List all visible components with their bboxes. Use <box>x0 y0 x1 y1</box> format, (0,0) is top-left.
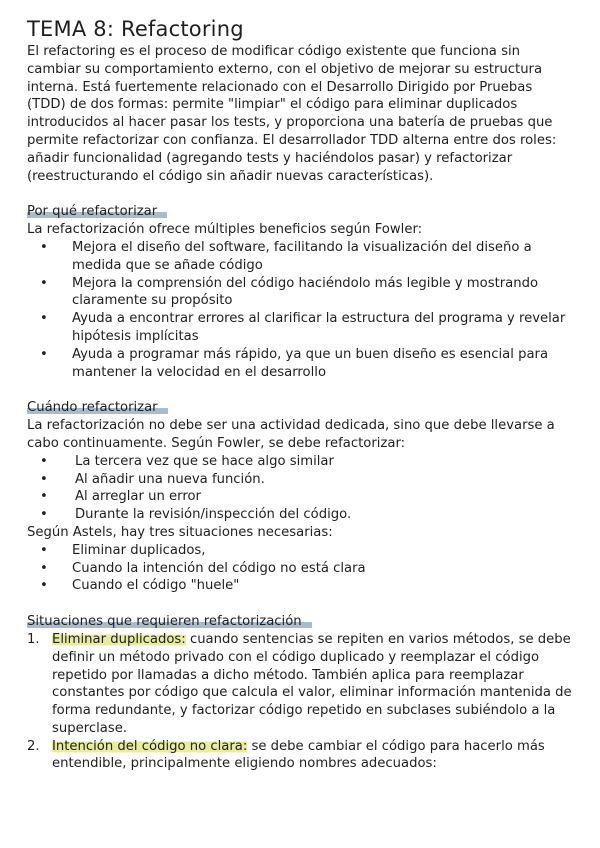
list-item <box>27 738 574 774</box>
item-number: 2. <box>27 738 40 754</box>
astels-list <box>27 542 574 595</box>
situations-list <box>27 631 574 773</box>
intro-paragraph: El refactoring es el proceso de modificar código existente que funciona sin cambiar su comportamiento externo, con el objetivo de mejorar su estructura interna. Está fuertemente relacionado con el Desarrollo Dirigido por Pruebas (TDD) de dos formas: permite "limpiar" el código para eliminar duplicados introducidos al hacer pasar los tests, y proporciona una batería de pruebas que permite refactorizar con confianza. El desarrollador TDD alterna entre dos roles: añadir funcionalidad (agregando tests y haciéndolos pasar) y refactorizar (reestructurando el código sin añadir nuevas características). <box>27 44 557 184</box>
item-text: se debe cambiar el código para hacerlo más entendible, principalmente eligiendo nombres adecuados: <box>52 738 545 772</box>
highlighted-term: Eliminar duplicados: <box>52 631 186 647</box>
highlighted-term: Intención del código no clara: <box>52 738 248 754</box>
list-item: • Mejora la comprensión del código haciéndolo más legible y mostrando claramente su propósito <box>27 275 574 311</box>
when-lead: La refactorización no debe ser una actividad dedicada, sino que debe llevarse a cabo continuamente. Según Fowler, se debe refactorizar: <box>27 418 555 451</box>
why-lead: La refactorización ofrece múltiples beneficios según Fowler: <box>27 222 423 238</box>
list-item: • Ayuda a programar más rápido, ya que un buen diseño es esencial para mantener la velocidad en el desarrollo <box>27 346 574 382</box>
when-heading-text: Cuándo refactorizar <box>27 400 168 415</box>
page-title: TEMA 8: Refactoring <box>27 17 244 41</box>
list-item: • Al arreglar un error <box>27 488 574 506</box>
situations-heading-text: Situaciones que requieren refactorización <box>27 614 312 629</box>
list-item: • Ayuda a encontrar errores al clarificar la estructura del programa y revelar hipótesis implícitas <box>27 310 574 346</box>
when-section <box>27 399 574 595</box>
astels-lead: Según Astels, hay tres situaciones necesarias: <box>27 524 333 540</box>
list-item: • Al añadir una nueva función. <box>27 471 574 489</box>
when-heading <box>27 399 574 417</box>
list-item: • Cuando el código "huele" <box>27 577 574 595</box>
item-text: cuando sentencias se repiten en varios métodos, se debe definir un método privado con el código duplicado y reemplazar el código repetido por llamadas a dicho método. También aplica para reemplazar constantes por código que calcula el valor, eliminar información mantenida de forma redundante, y factorizar código repetido en subclases subiéndolo a la superclase. <box>52 631 572 736</box>
why-section <box>27 203 574 381</box>
why-heading <box>27 203 574 221</box>
fowler-list <box>27 453 574 524</box>
list-item: • Eliminar duplicados, <box>27 542 574 560</box>
why-heading-text: Por qué refactorizar <box>27 204 167 219</box>
list-item: • Durante la revisión/inspección del código. <box>27 506 574 524</box>
situations-heading <box>27 613 574 631</box>
item-number: 1. <box>27 631 40 647</box>
why-list <box>27 239 574 381</box>
list-item: • La tercera vez que se hace algo similar <box>27 453 574 471</box>
list-item <box>27 631 574 738</box>
situations-section <box>27 613 574 773</box>
list-item: • Mejora el diseño del software, facilitando la visualización del diseño a medida que se añade código <box>27 239 574 275</box>
list-item: • Cuando la intención del código no está clara <box>27 560 574 578</box>
